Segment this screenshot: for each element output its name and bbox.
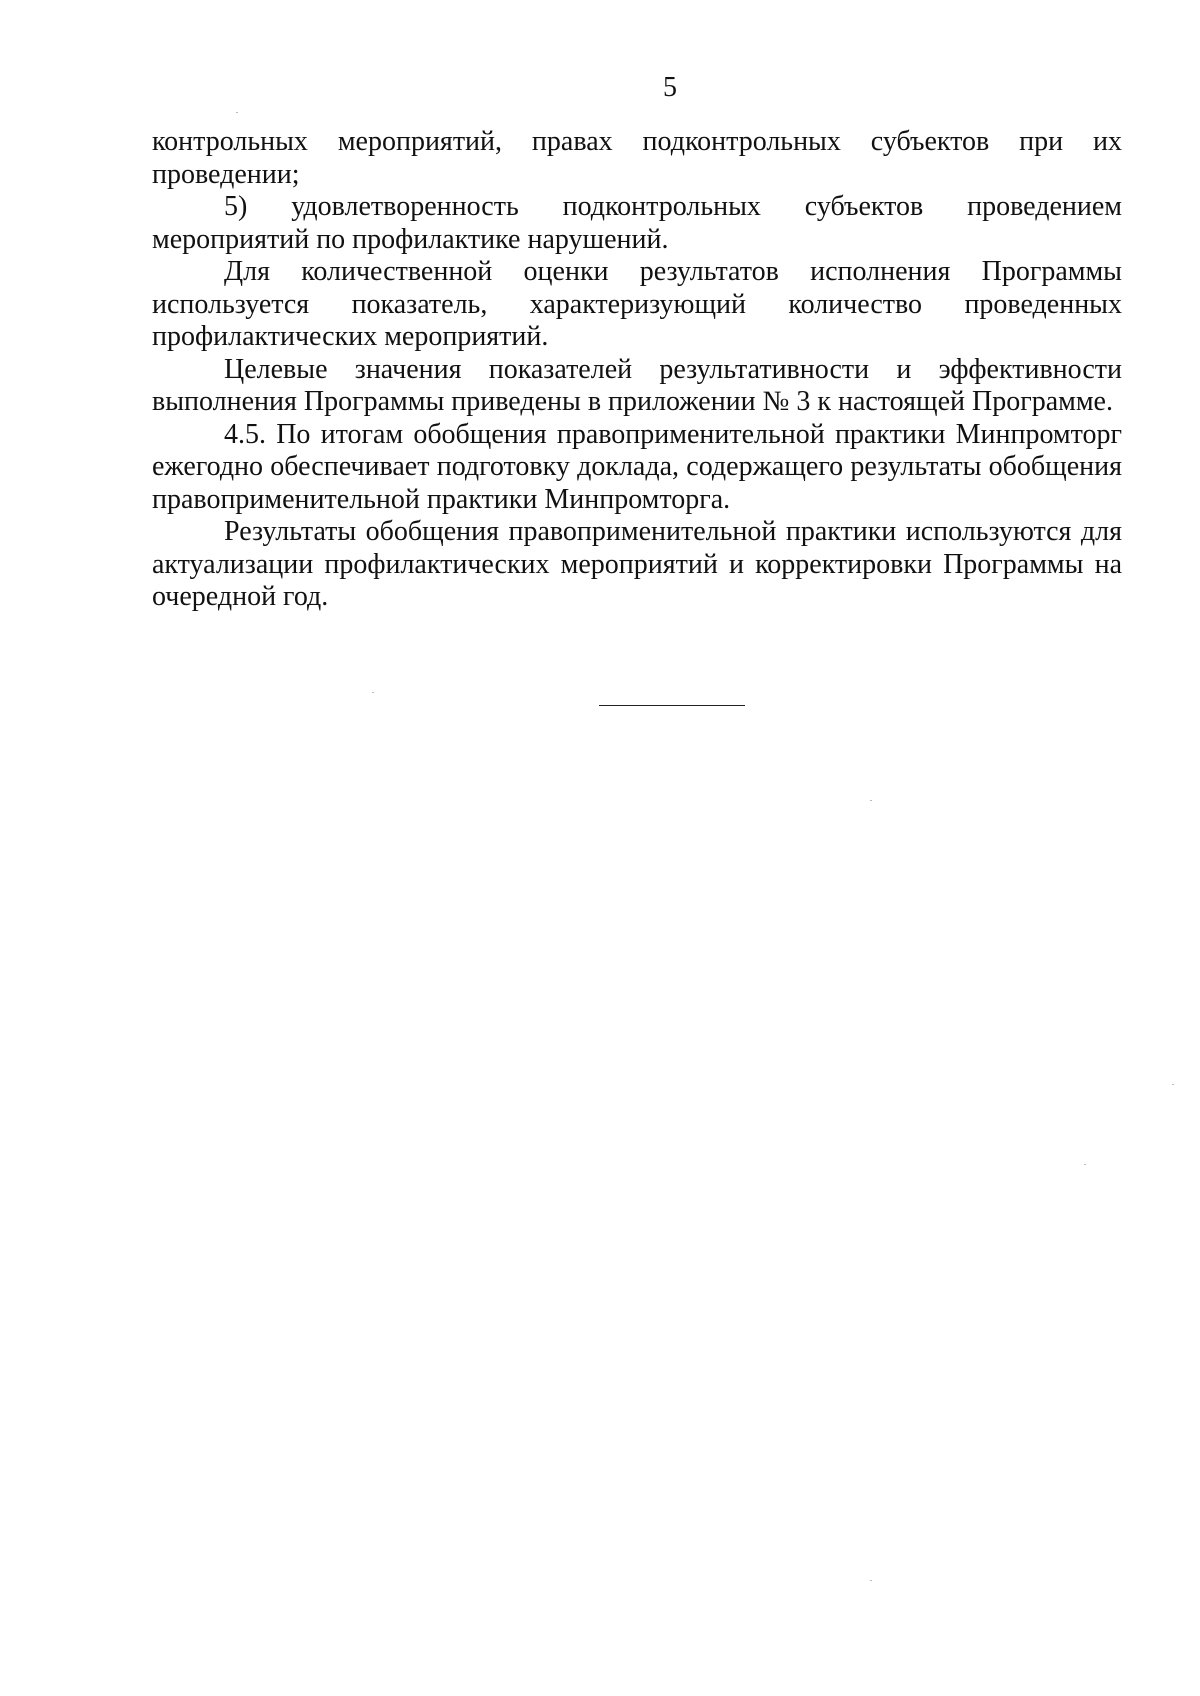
scan-speck: [236, 112, 238, 113]
paragraph-section-4-5: 4.5. По итогам обобщения правоприменительной практики Минпромторг ежегодно обеспечивает подготовку доклада, содержащего результаты обобщения правоприменительной практики Минпромторга.: [152, 418, 1122, 515]
body-text: [152, 126, 1122, 614]
scan-speck: [1084, 1164, 1086, 1165]
scan-speck: [1172, 1084, 1174, 1085]
paragraph-quantitative-assessment: Для количественной оценки результатов исполнения Программы используется показатель, характеризующий количество проведенных профилактических мероприятий.: [152, 256, 1122, 352]
page-number: 5: [663, 72, 677, 103]
paragraph-item-5-satisfaction: 5) удовлетворенность подконтрольных субъектов проведением мероприятий по профилактике нарушений.: [152, 191, 1122, 255]
paragraph-rights-continuation: контрольных мероприятий, правах подконтрольных субъектов при их проведении;: [152, 126, 1122, 190]
scan-speck: [372, 692, 374, 693]
end-of-text-rule: [599, 705, 745, 706]
paragraph-target-values: Целевые значения показателей результативности и эффективности выполнения Программы приведены в приложении № 3 к настоящей Программе.: [152, 353, 1122, 417]
scan-speck: [870, 800, 872, 801]
scan-speck: [870, 1580, 872, 1581]
paragraph-results-usage: Результаты обобщения правоприменительной практики используются для актуализации профилактических мероприятий и корректировки Программы на очередной год.: [152, 516, 1122, 612]
